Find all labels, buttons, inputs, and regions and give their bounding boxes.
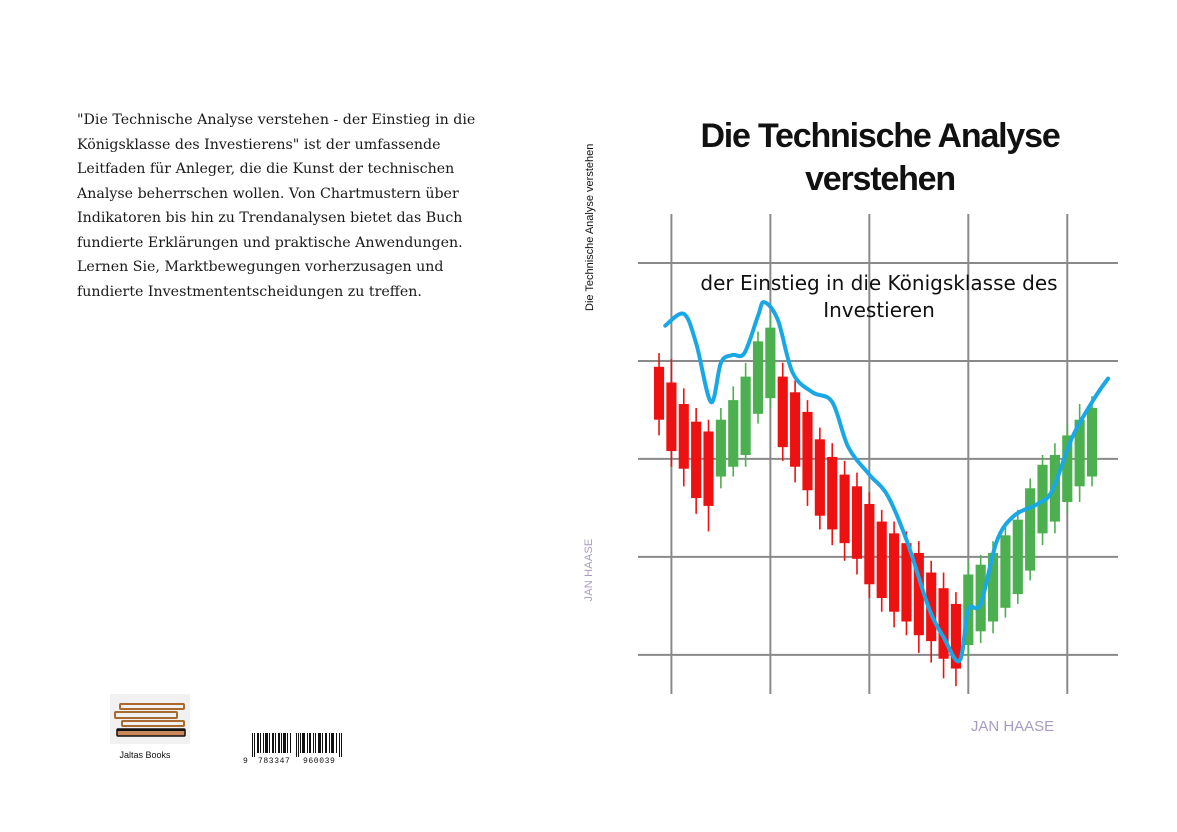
isbn-prefix: 9: [243, 757, 248, 766]
candle-bullish: [728, 400, 738, 467]
candle-bearish: [790, 392, 800, 466]
cover-title-line-1: Die Technische Analyse: [700, 117, 1060, 155]
candle-bullish: [1013, 520, 1023, 594]
back-cover-blurb: "Die Technische Analyse verstehen - der Einstieg in die Königsklasse des Investierens" ist der umfassende Leitfaden für Anleger, die die Kunst der technischen Analyse beherrschen wollen. Von Chartmustern über Indikatoren bis hin zu Trendanalysen bietet das Buch fundierte Erklärungen und praktische Anwendungen. Lernen Sie, Marktbewegungen vorherzusagen und fundierte Investmententscheidungen zu treffen.: [77, 112, 476, 300]
cover-title-line-2: verstehen: [805, 160, 955, 198]
candle-bearish: [679, 404, 689, 469]
candle-bearish: [691, 422, 701, 498]
candle-bullish: [716, 420, 726, 477]
candle-bearish: [815, 439, 825, 515]
candle-bearish: [802, 412, 812, 490]
candle-bullish: [1025, 488, 1035, 570]
cover-author: JAN HAASE: [970, 718, 1055, 735]
candle-bearish: [827, 457, 837, 529]
candle-bearish: [877, 522, 887, 598]
candle-bearish: [654, 367, 664, 420]
cover-subtitle-line-2: Investieren: [823, 298, 935, 322]
candle-bearish: [864, 504, 874, 584]
candle-bullish: [741, 377, 751, 455]
isbn-group-1: 783347: [258, 757, 291, 766]
candle-bearish: [778, 377, 788, 448]
spine-title: Die Technische Analyse verstehen: [584, 143, 596, 311]
candle-bullish: [1000, 535, 1010, 607]
candle-bearish: [889, 533, 899, 611]
candle-bearish: [852, 486, 862, 558]
publisher-logo: [108, 694, 192, 744]
barcode-bars: [252, 733, 348, 757]
publisher-name: Jaltas Books: [119, 750, 171, 760]
spine-author: JAN HAASE: [583, 538, 595, 602]
cover-subtitle: [680, 270, 1078, 324]
candle-bearish: [703, 431, 713, 505]
candle-bullish: [753, 341, 763, 413]
isbn-barcode: [243, 733, 353, 765]
candle-bullish: [1087, 408, 1097, 477]
cover-title: [630, 115, 1130, 201]
candle-bullish: [765, 328, 775, 399]
cover-subtitle-line-1: der Einstieg in die Königsklasse des: [700, 271, 1058, 295]
isbn-group-2: 960039: [303, 757, 336, 766]
candle-bearish: [666, 382, 676, 451]
candle-bearish: [840, 475, 850, 544]
